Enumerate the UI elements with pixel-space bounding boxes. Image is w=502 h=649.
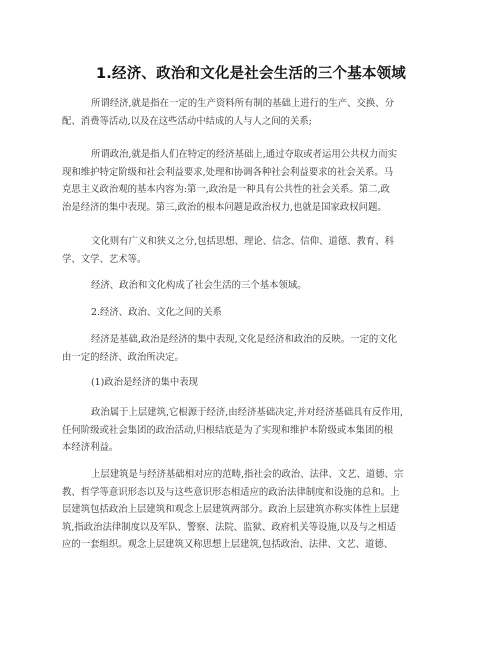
text-line: 应的一套组织。观念上层建筑又称思想上层建筑,包括政治、法律、文艺、道德、 [62, 539, 394, 551]
text-line: 所谓政治,就是指人们在特定的经济基础上,通过夺取或者运用公共权力而实 [91, 149, 397, 160]
text-line: 由一定的经济、政治所决定。 [62, 351, 184, 363]
text-line: 筑,指政治法律制度以及军队、警察、法院、监狱、政府机关等设施,以及与之相适 [62, 521, 397, 533]
paragraph-superstructure-definition [62, 466, 447, 554]
text-line: 所谓经济,就是指在一定的生产资料所有制的基础上进行的生产、交换、分 [91, 98, 394, 109]
text-line: 现和维护特定阶级和社会利益要求,处理和协调各种社会利益要求的社会关系。马 [62, 166, 394, 178]
paragraph-politics [62, 146, 447, 216]
subheading-politics-economy [62, 374, 447, 392]
text-line: 2.经济、政治、文化之间的关系 [91, 307, 222, 318]
text-line: 层建筑包括政治上层建筑和观念上层建筑两部分。政治上层建筑亦称实体性上层建 [62, 504, 400, 516]
text-line: 本经济利益。 [62, 442, 119, 454]
paragraph-superstructure [62, 404, 447, 457]
text-line: 任何阶级或社会集团的政治活动,归根结底是为了实现和维护本阶级或本集团的根 [62, 424, 394, 436]
text-line: 配、消费等活动,以及在这些活动中结成的人与人之间的关系; [62, 115, 312, 127]
paragraph-three-domains [62, 277, 447, 295]
text-line: 克思主义政治观的基本内容为:第一,政治是一种具有公共性的社会关系。第二,政 [62, 184, 390, 196]
text-line: 经济、政治和文化构成了社会生活的三个基本领域。 [91, 280, 307, 291]
paragraph-economy [62, 95, 447, 130]
text-line: 上层建筑是与经济基础相对应的范畴,指社会的政治、法律、文艺、道德、宗 [91, 469, 404, 480]
text-line: 文化则有广义和狭义之分,包括思想、理论、信念、信仰、道德、教育、科 [91, 236, 394, 247]
section-heading-relations [62, 304, 447, 322]
text-line: 教、哲学等意识形态以及与这些意识形态相适应的政治法律制度和设施的总和。上 [62, 486, 400, 498]
paragraph-relations [62, 331, 447, 366]
text-line: 经济是基础,政治是经济的集中表现,文化是经济和政治的反映。一定的文化 [91, 334, 397, 345]
text-line: 治是经济的集中表现。第三,政治的根本问题是政治权力,也就是国家政权问题。 [62, 201, 387, 213]
text-line: (1)政治是经济的集中表现 [91, 377, 199, 388]
paragraph-culture [62, 233, 447, 268]
text-line: 学、文学、艺术等。 [62, 253, 147, 265]
text-line: 政治属于上层建筑,它根源于经济,由经济基础决定,并对经济基础具有反作用, [91, 407, 403, 418]
document-title: 1.经济、政治和文化是社会生活的三个基本领域 [96, 66, 406, 82]
